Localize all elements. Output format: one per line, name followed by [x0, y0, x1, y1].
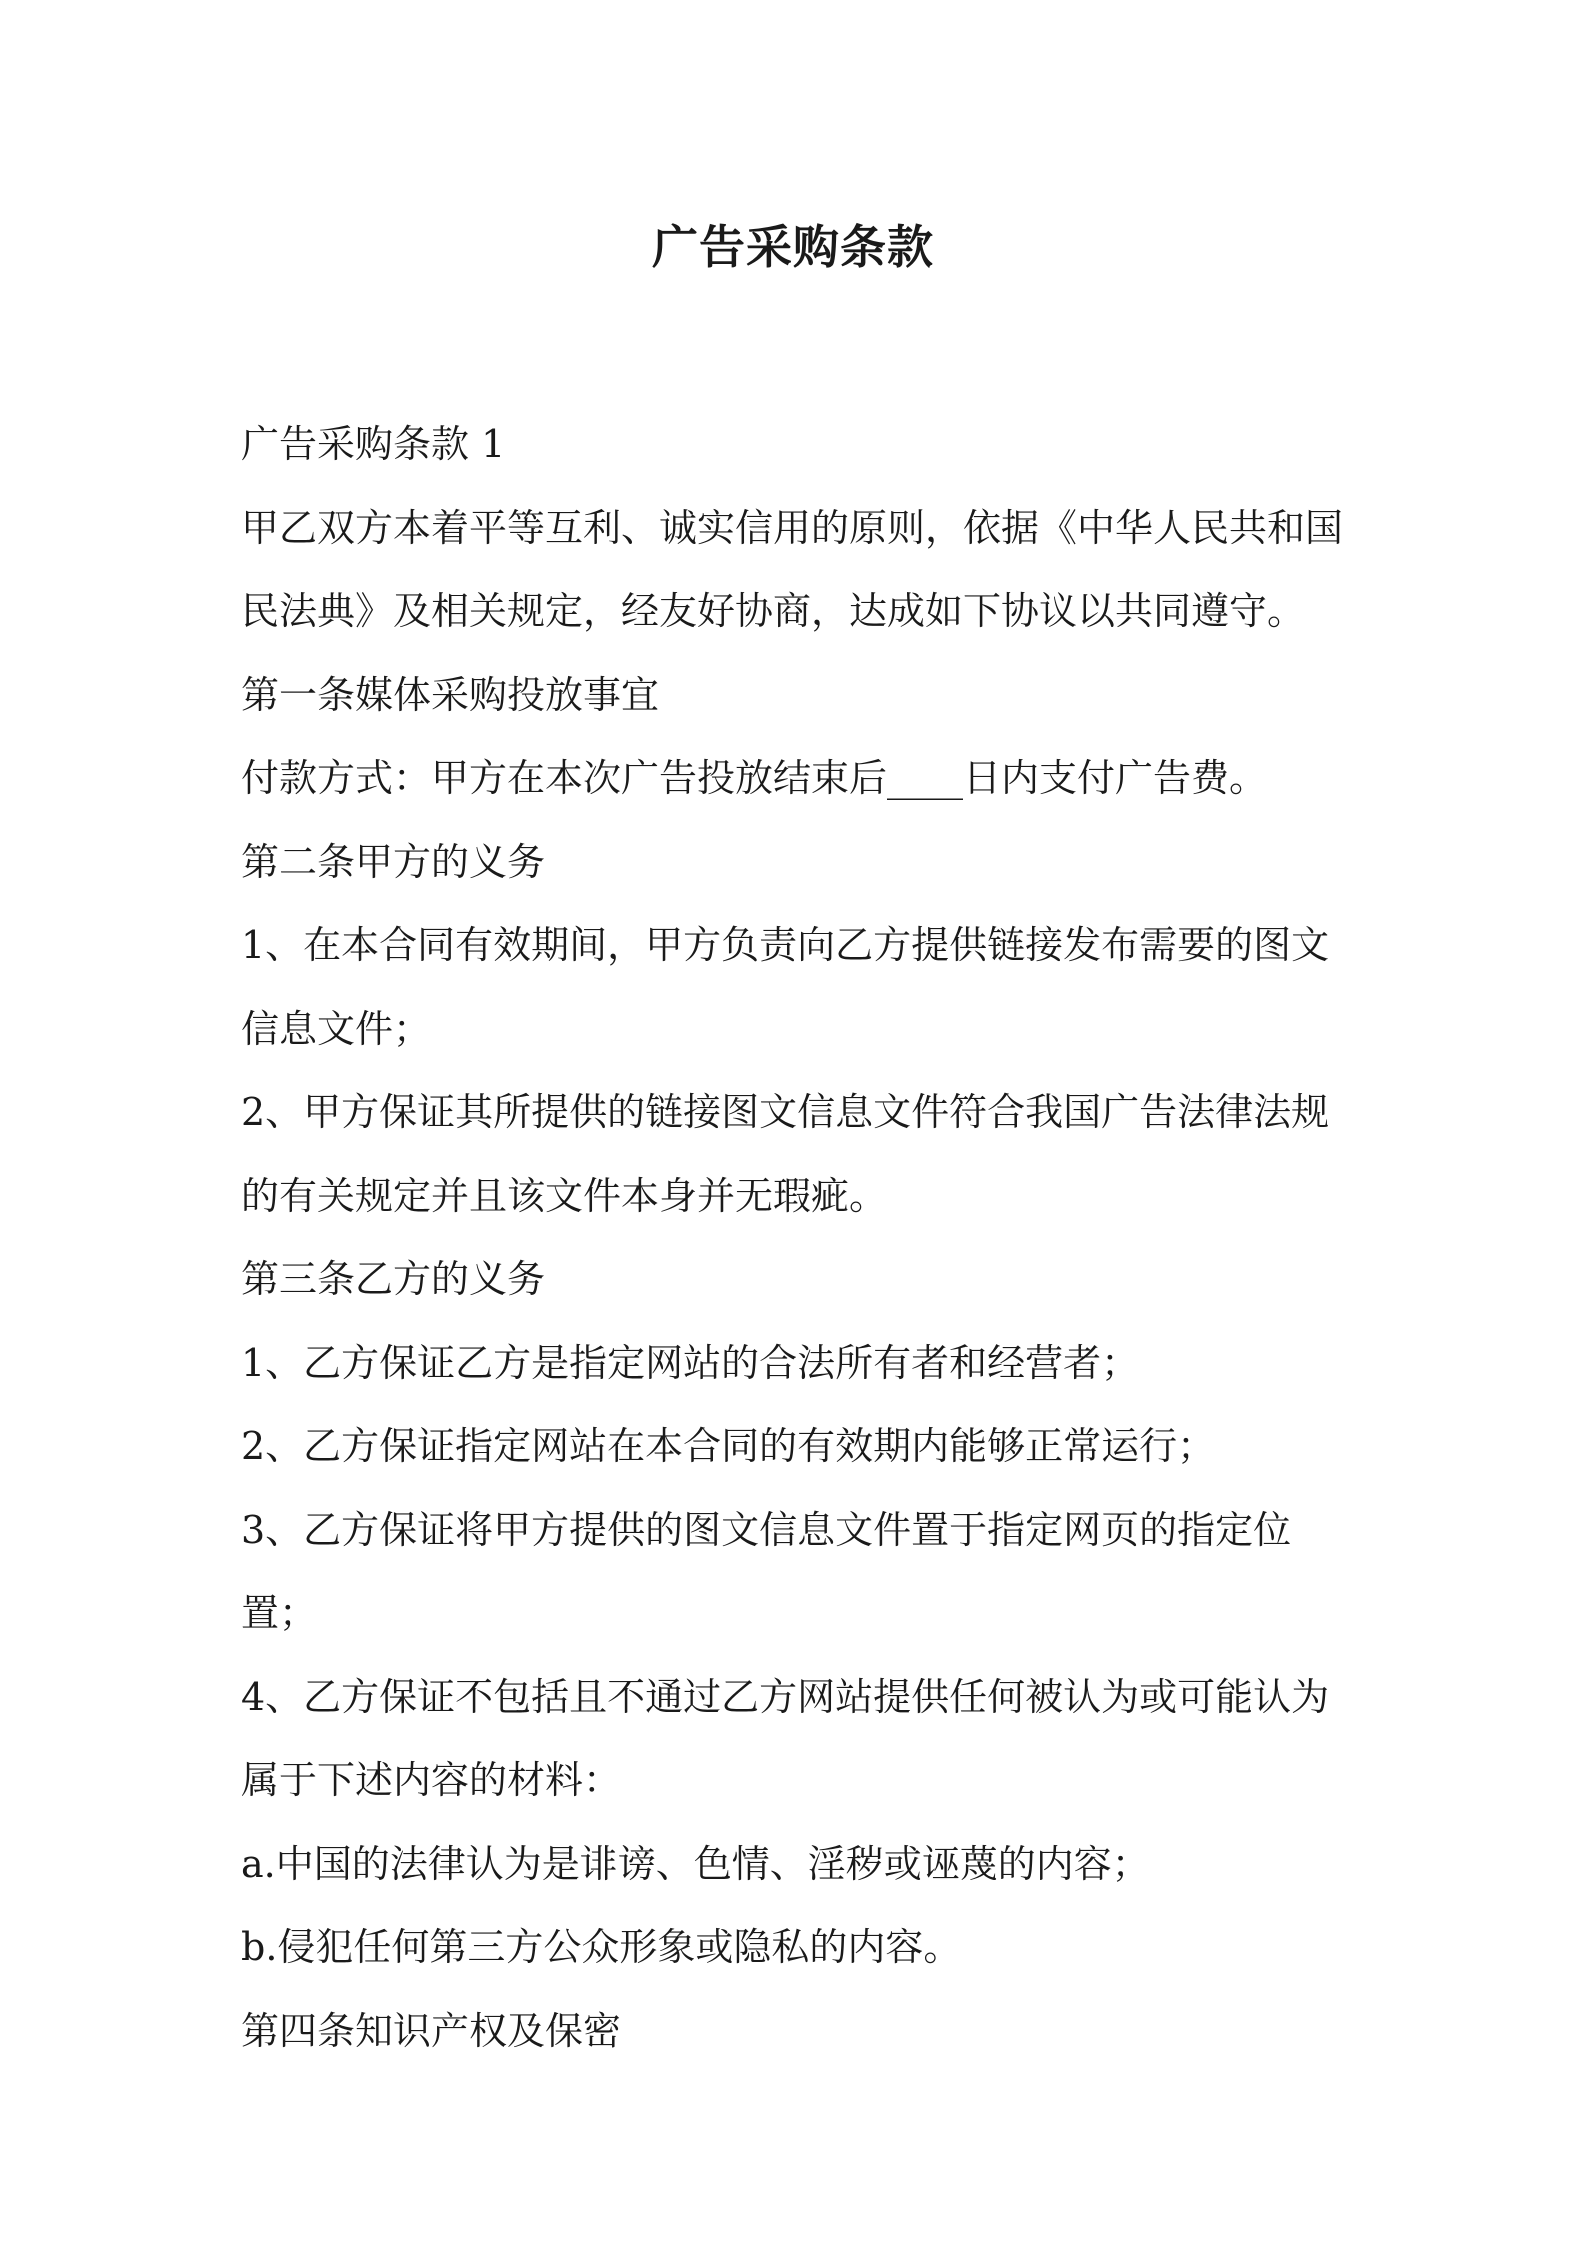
party-a-duty-1: 1、在本合同有效期间，甲方负责向乙方提供链接发布需要的图文信息文件； — [241, 923, 1330, 1051]
prohibited-content-a: a.中国的法律认为是诽谤、色情、淫秽或诬蔑的内容； — [241, 1841, 1150, 1886]
section-label: 广告采购条款 1 — [241, 422, 506, 466]
preamble-paragraph: 甲乙双方本着平等互利、诚实信用的原则，依据《中华人民共和国民法典》及相关规定，经友好协商，达成如下协议以共同遵守。 — [241, 505, 1344, 633]
document-title: 广告采购条款 — [652, 220, 934, 274]
article-3-heading: 第三条乙方的义务 — [241, 1257, 546, 1301]
party-b-duty-3: 3、乙方保证将甲方提供的图文信息文件置于指定网页的指定位置； — [241, 1507, 1292, 1635]
party-b-duty-4: 4、乙方保证不包括且不通过乙方网站提供任何被认为或可能认为属于下述内容的材料： — [241, 1674, 1330, 1802]
party-b-duty-1: 1、乙方保证乙方是指定网站的合法所有者和经营者； — [241, 1340, 1140, 1385]
document-body — [241, 403, 1361, 2073]
party-a-duty-2: 2、甲方保证其所提供的链接图文信息文件符合我国广告法律法规的有关规定并且该文件本身并无瑕疵。 — [241, 1090, 1330, 1218]
payment-terms-paragraph: 付款方式：甲方在本次广告投放结束后____日内支付广告费。 — [241, 756, 1268, 800]
prohibited-content-b: b.侵犯任何第三方公众形象或隐私的内容。 — [241, 1925, 962, 1969]
article-4-heading: 第四条知识产权及保密 — [241, 2008, 622, 2053]
article-1-heading: 第一条媒体采购投放事宜 — [241, 672, 660, 717]
party-b-duty-2: 2、乙方保证指定网站在本合同的有效期内能够正常运行； — [241, 1424, 1216, 1468]
article-2-heading: 第二条甲方的义务 — [241, 839, 546, 884]
